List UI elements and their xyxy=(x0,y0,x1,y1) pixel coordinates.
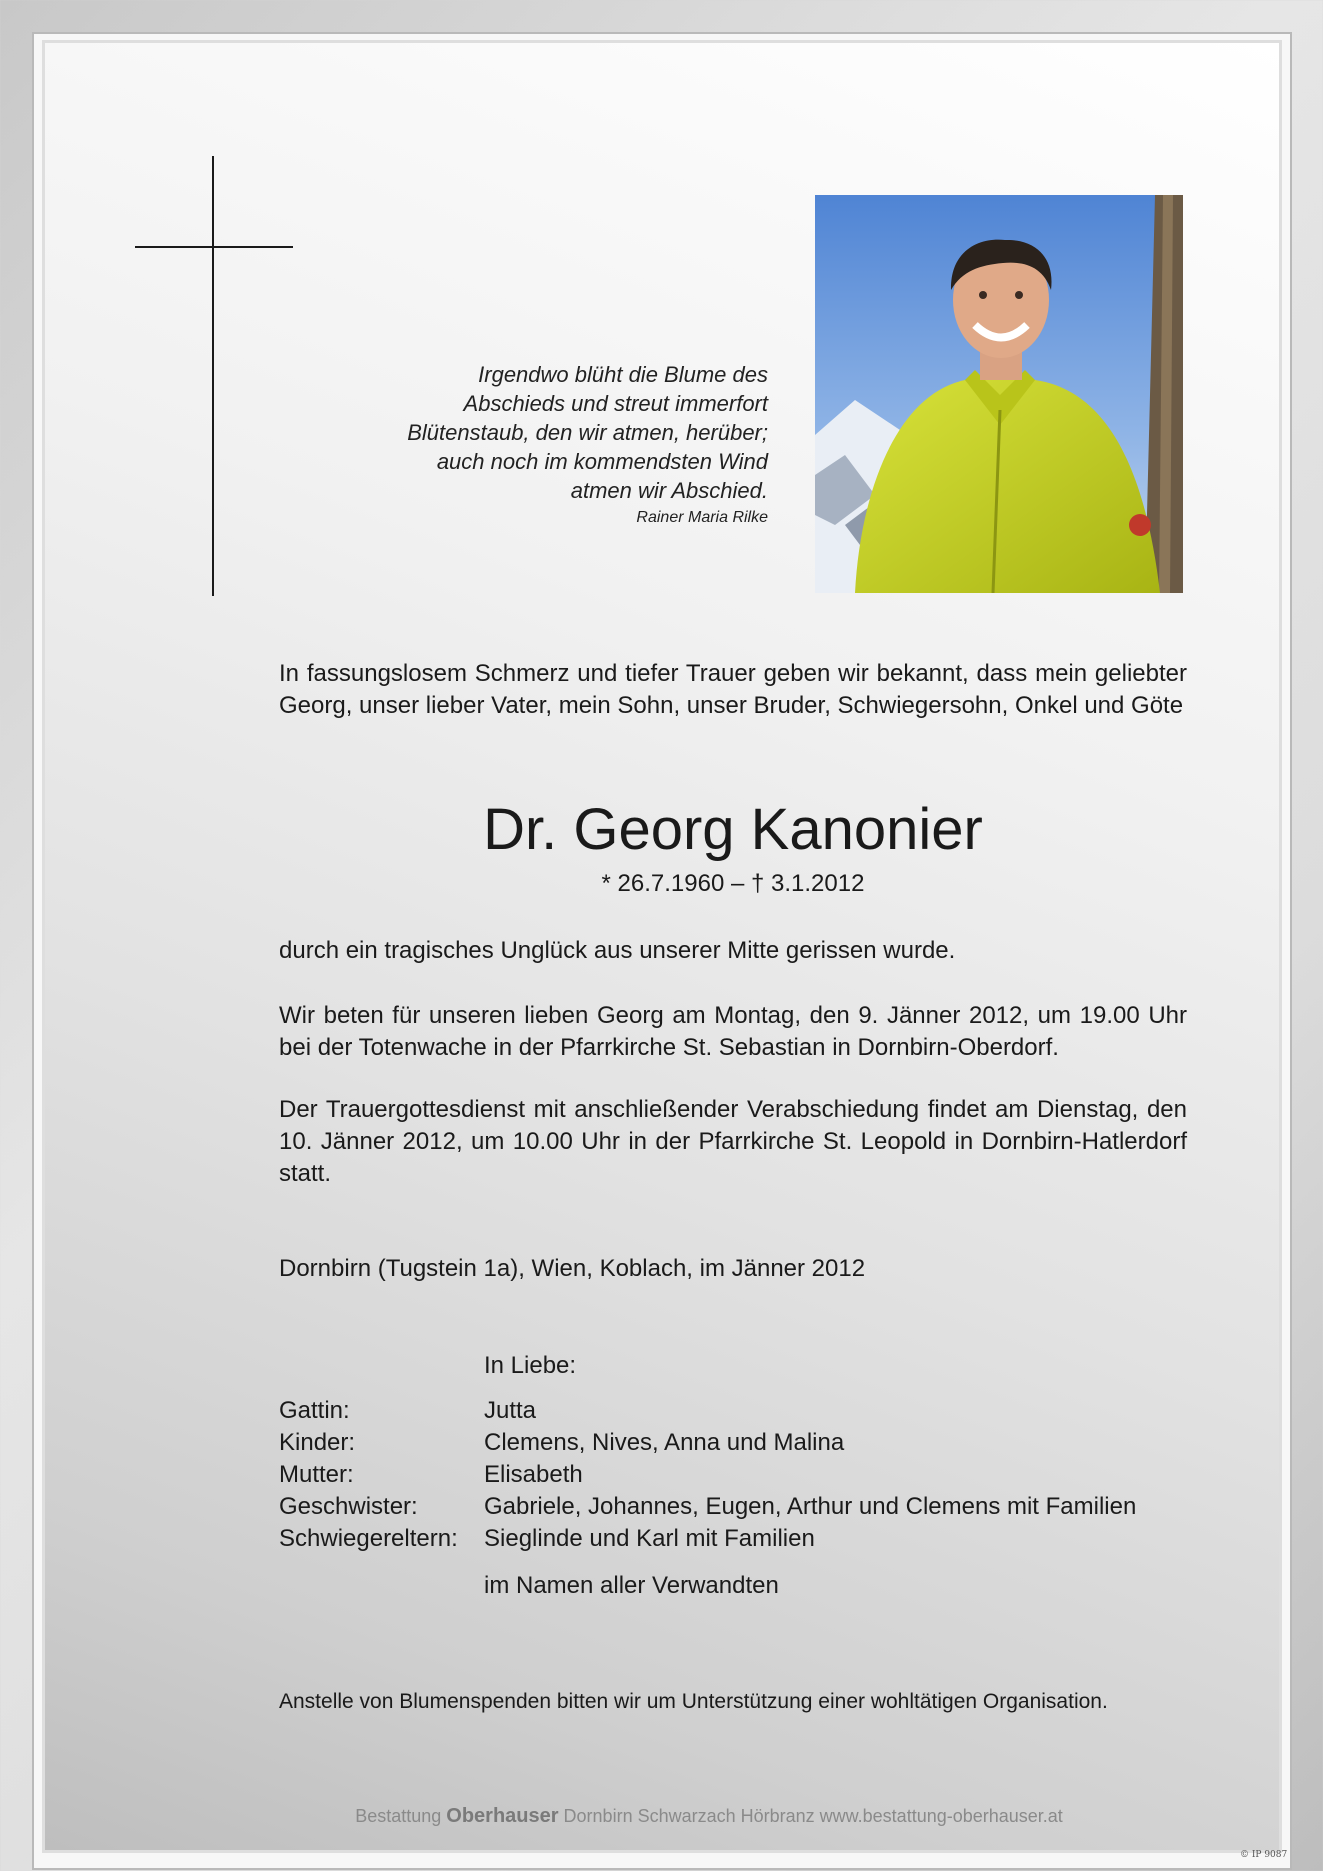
family-row xyxy=(279,1427,1199,1459)
print-code: © IP 9087 xyxy=(1240,1850,1288,1860)
family-row xyxy=(279,1491,1199,1523)
cross-icon-vertical xyxy=(212,156,214,596)
quote-line: atmen wir Abschied. xyxy=(570,478,768,503)
intro-text: In fassungslosem Schmerz und tiefer Trauer geben wir bekannt, dass mein geliebter Georg, unser lieber Vater, mein Sohn, unser Bruder, Schwiegersohn, Onkel und Göte xyxy=(279,660,1187,719)
family-role: Gattin: xyxy=(279,1397,350,1424)
family-role: Geschwister: xyxy=(279,1493,418,1520)
family-closing: im Namen aller Verwandten xyxy=(484,1572,779,1599)
place-date-text: Dornbirn (Tugstein 1a), Wien, Koblach, im Jänner 2012 xyxy=(279,1255,866,1282)
quote-line: auch noch im kommendsten Wind xyxy=(436,449,768,474)
deceased-name: Dr. Georg Kanonier xyxy=(483,797,983,862)
family-heading: In Liebe: xyxy=(484,1352,577,1379)
footer-prefix: Bestattung xyxy=(355,1806,442,1826)
family-names: Jutta xyxy=(484,1397,537,1424)
service-text: Der Trauergottesdienst mit anschließender Verabschiedung findet am Dienstag, den 10. Jänner 2012, um 10.00 Uhr in der Pfarrkirche St. Leopold in Dornbirn-Hatlerdorf statt. xyxy=(279,1096,1187,1187)
life-dates: * 26.7.1960 – † 3.1.2012 xyxy=(601,870,865,897)
footer-brand: Oberhauser xyxy=(446,1805,559,1827)
accident-text: durch ein tragisches Unglück aus unserer Mitte gerissen wurde. xyxy=(279,937,956,964)
footer-suffix: Dornbirn Schwarzach Hörbranz www.bestattung-oberhauser.at xyxy=(563,1806,1063,1826)
funeral-home-footer xyxy=(0,1805,1323,1828)
prayer-text: Wir beten für unseren lieben Georg am Montag, den 9. Jänner 2012, um 19.00 Uhr bei der Totenwache in der Pfarrkirche St. Sebastian in Dornbirn-Oberdorf. xyxy=(279,1002,1187,1061)
quote-line: Blütenstaub, den wir atmen, herüber; xyxy=(407,420,768,445)
portrait-photo-illustration xyxy=(815,195,1183,593)
family-names: Sieglinde und Karl mit Familien xyxy=(484,1525,815,1552)
quote-line: Abschieds und streut immerfort xyxy=(463,391,768,416)
family-row xyxy=(279,1459,1199,1491)
family-names: Gabriele, Johannes, Eugen, Arthur und Clemens mit Familien xyxy=(484,1493,1137,1520)
quote-author: Rainer Maria Rilke xyxy=(636,509,768,526)
family-role: Kinder: xyxy=(279,1429,356,1456)
quote-line: Irgendwo blüht die Blume des xyxy=(478,362,768,387)
poem-quote xyxy=(330,360,768,529)
family-role: Mutter: xyxy=(279,1461,354,1488)
portrait-photo xyxy=(815,195,1183,593)
family-role: Schwiegereltern: xyxy=(279,1525,458,1552)
family-row xyxy=(279,1523,1199,1555)
family-names: Clemens, Nives, Anna und Malina xyxy=(484,1429,845,1456)
cross-icon-horizontal xyxy=(135,246,293,248)
family-row xyxy=(279,1395,1199,1427)
donation-note: Anstelle von Blumenspenden bitten wir um Unterstützung einer wohltätigen Organisation. xyxy=(279,1690,1108,1713)
family-list xyxy=(279,1395,1199,1555)
family-names: Elisabeth xyxy=(484,1461,583,1488)
